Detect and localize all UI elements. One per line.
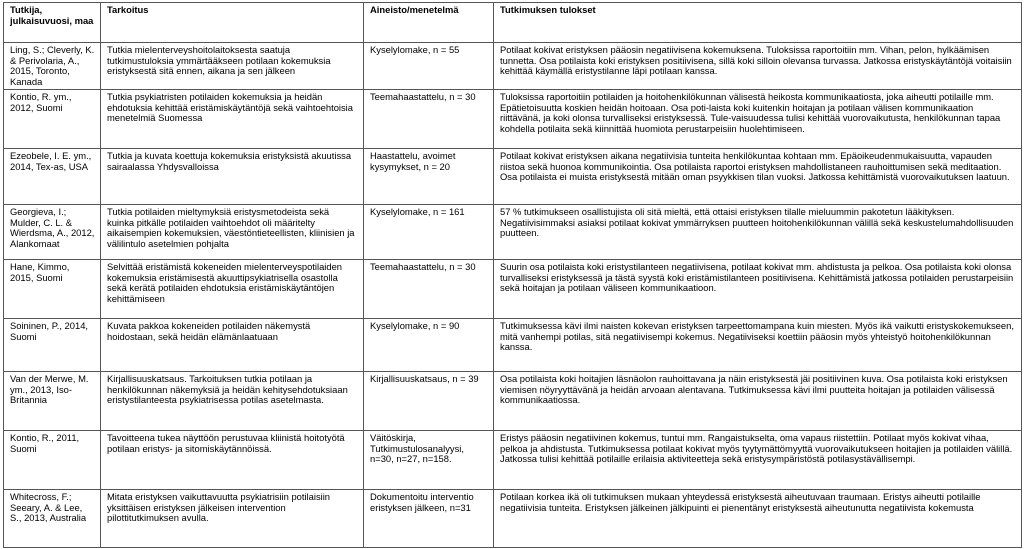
cell-purpose: Tutkia potilaiden mieltymyksiä eristysmetodeista sekä kuinka pitkälle potilaiden vaihtoehdot oli määritelty aikaisempien kokemuksien, väestöntieteellisten, kliinisien ja välilintulo asetelmien pohjalta	[101, 205, 364, 260]
cell-method: Kyselylomake, n = 161	[364, 205, 494, 260]
cell-method: Kyselylomake, n = 90	[364, 319, 494, 372]
cell-method: Kyselylomake, n = 55	[364, 43, 494, 90]
cell-researcher: Georgieva, I.; Mulder, C. L. & Wierdsma, A., 2012, Alankomaat	[4, 205, 101, 260]
cell-researcher: Kontio, R. ym., 2012, Suomi	[4, 90, 101, 149]
cell-results: Potilaat kokivat eristyksen pääosin negatiivisena kokemuksena. Tuloksissa raportoitiin mm. Vihan, pelon, hylkäämisen tunnetta. Osa potilaista koki eristyksen positiivisena, sillä koki silloin olevansa turvassa. Jatkossa eristyskäytäntöjä voitaisiin kehittää käymällä eristystilanne läpi potilaan kanssa.	[494, 43, 1022, 90]
cell-results: Osa potilaista koki hoitajien läsnäolon rauhoittavana ja näin eristyksestä jäi positiivinen kuva. Osa potilaista koki eristyksen viemisen nöyryyttävänä ja heidän arvoaan alentavana. Tutkimuksessa kävi ilmi puutteita hoitajan ja potilaiden välisessä kommunikaatiossa.	[494, 372, 1022, 431]
header-results: Tutkimuksen tulokset	[494, 3, 1022, 43]
table-row	[4, 490, 1022, 548]
cell-results: Eristys pääosin negatiivinen kokemus, tuntui mm. Rangaistukselta, oma vapaus riistettiin. Potilaat myös kokivat vihaa, pelkoa ja ahdistusta. Tutkimuksessa potilaat kokivat myös tyytymättömyyttä vuorovaikutukseen hoitajien ja potilaiden välillä. Jatkossa tulisi kehittää potilaille erilaisia aktiviteetteja sekä eristysympäristöstä potilasystävällisempi.	[494, 431, 1022, 490]
cell-purpose: Tutkia psykiatristen potilaiden kokemuksia ja heidän ehdotuksia kehittää eristämiskäytäntöjä sekä vaihtoehtoisia menetelmiä Suomessa	[101, 90, 364, 149]
table-row	[4, 431, 1022, 490]
table-row	[4, 319, 1022, 372]
table-row	[4, 90, 1022, 149]
cell-method: Kirjallisuuskatsaus, n = 39	[364, 372, 494, 431]
research-summary-table	[3, 2, 1022, 548]
cell-results: Suurin osa potilaista koki eristystilanteen negatiivisena, potilaat kokivat mm. ahdistusta ja pelkoa. Osa potilaista koki olonsa turvalliseksi eristyksessä ja tästä syystä koki eristämistilanteen positiivisena. Kehittämistä jatkossa potilaiden perustarpeisiin sekä hoitajan ja potilaan väliseen kommunikaatioon.	[494, 260, 1022, 319]
header-purpose: Tarkoitus	[101, 3, 364, 43]
cell-purpose: Kirjallisuuskatsaus. Tarkoituksen tutkia potilaan ja henkilökunnan näkemyksiä ja heidän kehitysehdotuksiaan eristystilanteesta psykiatrisessa potilas asetelmasta.	[101, 372, 364, 431]
cell-purpose: Tutkia ja kuvata koettuja kokemuksia eristyksistä akuutissa sairaalassa Yhdysvalloissa	[101, 149, 364, 205]
table-row	[4, 372, 1022, 431]
cell-results: Potilaan korkea ikä oli tutkimuksen mukaan yhteydessä eristyksestä aiheutuvaan traumaan. Eristys aiheutti potilaille negatiivisia tunteita. Eristyksen jälkeinen jälkipuinti ei pienentänyt eristyksestä aiheutunutta negatiivista kokemusta	[494, 490, 1022, 548]
cell-method: Dokumentoitu interventio eristyksen jälkeen, n=31	[364, 490, 494, 548]
cell-researcher: Soininen, P., 2014, Suomi	[4, 319, 101, 372]
cell-researcher: Ling, S.; Cleverly, K. & Perivolaria, A., 2015, Toronto, Kanada	[4, 43, 101, 90]
cell-researcher: Whitecross, F.; Seeary, A. & Lee, S., 2013, Australia	[4, 490, 101, 548]
header-researcher: Tutkija, julkaisuvuosi, maa	[4, 3, 101, 43]
cell-results: Tutkimuksessa kävi ilmi naisten kokevan eristyksen tarpeettomampana kuin miesten. Myös ikä vaikutti eristyskokemukseen, mitä vanhempi potilas, sitä negatiivisempi kokemus. Negatiiviseksi koettiin pääosin myös yhteistyö hoitohenkilökunnan kanssa.	[494, 319, 1022, 372]
cell-researcher: Van der Merwe, M. ym., 2013, Iso-Britannia	[4, 372, 101, 431]
table-row	[4, 205, 1022, 260]
cell-purpose: Selvittää eristämistä kokeneiden mielenterveyspotilaiden kokemuksia eristämisestä akuuttipsykiatrisella osastolla sekä kerätä potilaiden ehdotuksia eristämiskäytäntöjen kehittämiseen	[101, 260, 364, 319]
cell-researcher: Ezeobele, I. E. ym., 2014, Tex-as, USA	[4, 149, 101, 205]
cell-method: Teemahaastattelu, n = 30	[364, 260, 494, 319]
cell-method: Teemahaastattelu, n = 30	[364, 90, 494, 149]
cell-researcher: Hane, Kimmo, 2015, Suomi	[4, 260, 101, 319]
table-header-row	[4, 3, 1022, 43]
cell-researcher: Kontio, R., 2011, Suomi	[4, 431, 101, 490]
table-row	[4, 260, 1022, 319]
cell-method: Väitöskirja, Tutkimustulosanalyysi, n=30, n=27, n=158.	[364, 431, 494, 490]
cell-results: Potilaat kokivat eristyksen aikana negatiivisia tunteita henkilökuntaa kohtaan mm. Epäoikeudenmukaisuutta, vapauden riistoa sekä huonoa kommunikointia. Osa potilaista raportoi eristyksen mahdollistaneen rauhoittumisen sekä meditaation. Osa potilaista ei muista eristyksestä mitään oman psyykkisen tilan vuoksi. Jatkossa kehittämistä vuorovaikutuksen laatuun.	[494, 149, 1022, 205]
table-row	[4, 149, 1022, 205]
cell-results: Tuloksissa raportoitiin potilaiden ja hoitohenkilökunnan välisestä heikosta kommunikaatiosta, joka aiheutti potilaille mm. Epätietoisuutta koskien heidän hoitoaan. Osa poti-laista koki kuitenkin hoitajan ja potilaan välisen kommunikaation riittävänä, ja koki olonsa turvalliseksi eristyksessä. Tule-vaisuudessa tulisi kehittää vuorovaikutusta, henkilökunnan tapaa kohdella potilaita sekä kiinnittää huomiota perustarpeisiin huolehtimiseen.	[494, 90, 1022, 149]
header-method: Aineisto/menetelmä	[364, 3, 494, 43]
cell-purpose: Tavoitteena tukea näyttöön perustuvaa kliinistä hoitotyötä potilaan eristys- ja sitomiskäytännöissä.	[101, 431, 364, 490]
cell-method: Haastattelu, avoimet kysymykset, n = 20	[364, 149, 494, 205]
cell-purpose: Mitata eristyksen vaikuttavuutta psykiatrisiin potilaisiin yksittäisen eristyksen jälkeisen intervention pilottitutkimuksen avulla.	[101, 490, 364, 548]
cell-results: 57 % tutkimukseen osallistujista oli sitä mieltä, että ottaisi eristyksen tilalle mieluummin pakotetun lääkityksen. Negatiivisimmaksi asiaksi potilaat kokivat ymmärryksen puutteen hoitohenkilökunnan välillä sekä keskustelumahdollisuuden puutteen.	[494, 205, 1022, 260]
cell-purpose: Kuvata pakkoa kokeneiden potilaiden näkemystä hoidostaan, sekä heidän elämänlaatuaan	[101, 319, 364, 372]
cell-purpose: Tutkia mielenterveyshoitolaitoksesta saatuja tutkimustuloksia ymmärtääkseen potilaan kokemuksia eristyksestä sitä ennen, aikana ja sen jälkeen	[101, 43, 364, 90]
table-row	[4, 43, 1022, 90]
